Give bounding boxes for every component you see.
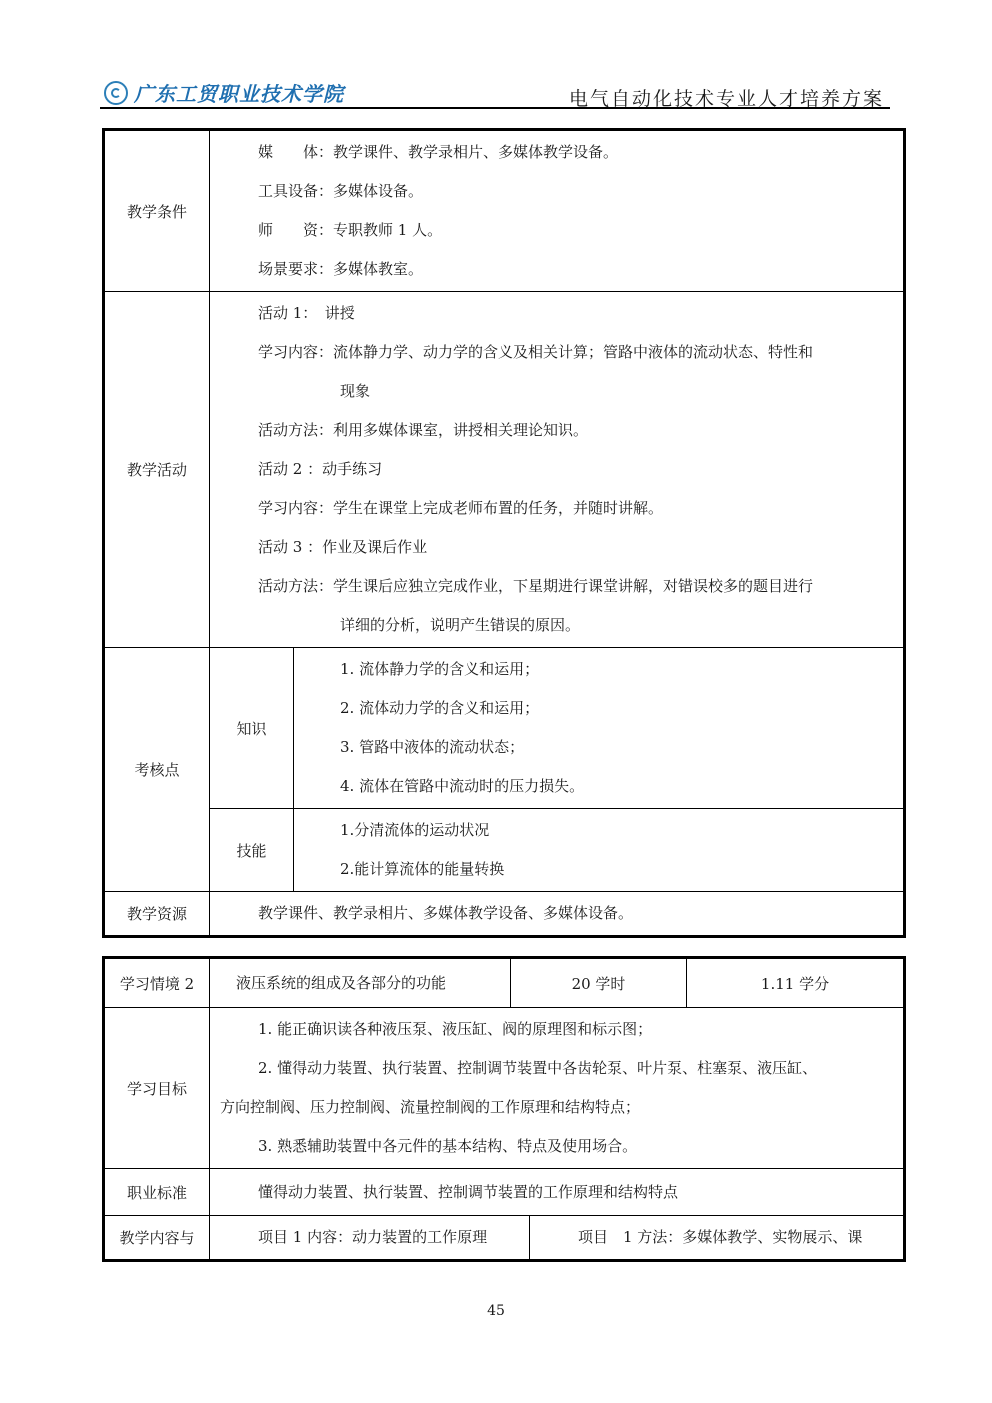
header-rule [100,107,890,109]
situation-title-cell [210,958,511,1008]
project1-content: 项目 1 内容：动力装置的工作原理 [258,1228,488,1246]
teaching-activities-label: 教学活动 [104,292,210,648]
school-emblem-icon [104,81,128,105]
activity-line: 学习内容：学生在课堂上完成老师布置的任务，并随时讲解。 [258,499,664,517]
situation-title: 液压系统的组成及各部分的功能 [236,973,447,992]
activity-line: 现象 [340,382,371,400]
standard-text: 懂得动力装置、执行装置、控制调节装置的工作原理和结构特点 [258,1182,679,1201]
course-table-1 [102,128,906,938]
knowledge-label: 知识 [210,648,294,809]
hours: 20 学时 [511,958,687,1008]
skills-content [294,809,905,892]
activity-line: 活动方法：学生课后应独立完成作业，下星期进行课堂讲解，对错误校多的题目进行 [258,577,814,595]
standard-label: 职业标准 [104,1169,210,1216]
activity-line: 学习内容：流体静力学、动力学的含义及相关计算；管路中液体的流动状态、特性和 [258,343,814,361]
project1-content-cell [210,1216,530,1261]
objective-line: 方向控制阀、压力控制阀、流量控制阀的工作原理和结构特点； [220,1098,641,1116]
assessment-label: 考核点 [104,648,210,892]
situation-label: 学习情境 2 [104,958,210,1008]
school-logo [104,78,344,107]
row-teaching-resources [104,892,905,937]
row-teaching-content [104,1216,905,1261]
document-title: 电气自动化技术专业人才培养方案 [568,88,884,110]
row-teaching-conditions [104,130,905,292]
objectives-label: 学习目标 [104,1008,210,1169]
row-assessment-knowledge [104,648,905,809]
row-teaching-activities [104,292,905,648]
school-name: 广东工贸职业技术学院 [134,82,344,106]
knowledge-item: 3. 管路中液体的流动状态； [340,738,525,756]
project1-method: 项目 1 方法：多媒体教学、实物展示、课 [578,1228,863,1246]
row-professional-standard [104,1169,905,1216]
row-objectives [104,1008,905,1169]
standard-content [210,1169,905,1216]
skill-item: 1.分清流体的运动状况 [340,821,490,839]
condition-line: 媒 体：教学课件、教学录相片、多媒体教学设备。 [258,143,619,161]
teaching-conditions-label: 教学条件 [104,130,210,292]
knowledge-content [294,648,905,809]
activity-line: 活动 1： 讲授 [258,304,355,322]
condition-line: 师 资：专职教师 1 人。 [258,221,443,239]
objective-line: 2. 懂得动力装置、执行装置、控制调节装置中各齿轮泵、叶片泵、柱塞泵、液压缸、 [258,1059,818,1077]
objective-line: 3. 熟悉辅助装置中各元件的基本结构、特点及使用场合。 [258,1137,638,1155]
teaching-conditions-content [210,130,905,292]
content-label: 教学内容与 [104,1216,210,1261]
skills-label: 技能 [210,809,294,892]
activity-line: 活动 3 ：作业及课后作业 [258,538,428,556]
row-assessment-skills [104,809,905,892]
row-situation [104,958,905,1008]
objectives-content [210,1008,905,1169]
teaching-activities-content [210,292,905,648]
activity-line: 详细的分析，说明产生错误的原因。 [340,616,581,634]
course-table-2 [102,956,906,1262]
teaching-resources-label: 教学资源 [104,892,210,937]
credits: 1.11 学分 [687,958,905,1008]
skill-item: 2.能计算流体的能量转换 [340,860,505,878]
condition-line: 工具设备：多媒体设备。 [258,182,424,200]
condition-line: 场景要求：多媒体教室。 [258,260,424,278]
teaching-resources-content [210,892,905,937]
page-number: 45 [487,1303,505,1319]
page-header [100,72,892,108]
project1-method-cell [530,1216,905,1261]
activity-line: 活动方法：利用多媒体课室，讲授相关理论知识。 [258,421,589,439]
objective-line: 1. 能正确识读各种液压泵、液压缸、阀的原理图和标示图； [258,1020,653,1038]
knowledge-item: 1. 流体静力学的含义和运用； [340,660,540,678]
knowledge-item: 2. 流体动力学的含义和运用； [340,699,540,717]
activity-line: 活动 2 ：动手练习 [258,460,383,478]
knowledge-item: 4. 流体在管路中流动时的压力损失。 [340,777,585,795]
resources-text: 教学课件、教学录相片、多媒体教学设备、多媒体设备。 [258,904,634,922]
